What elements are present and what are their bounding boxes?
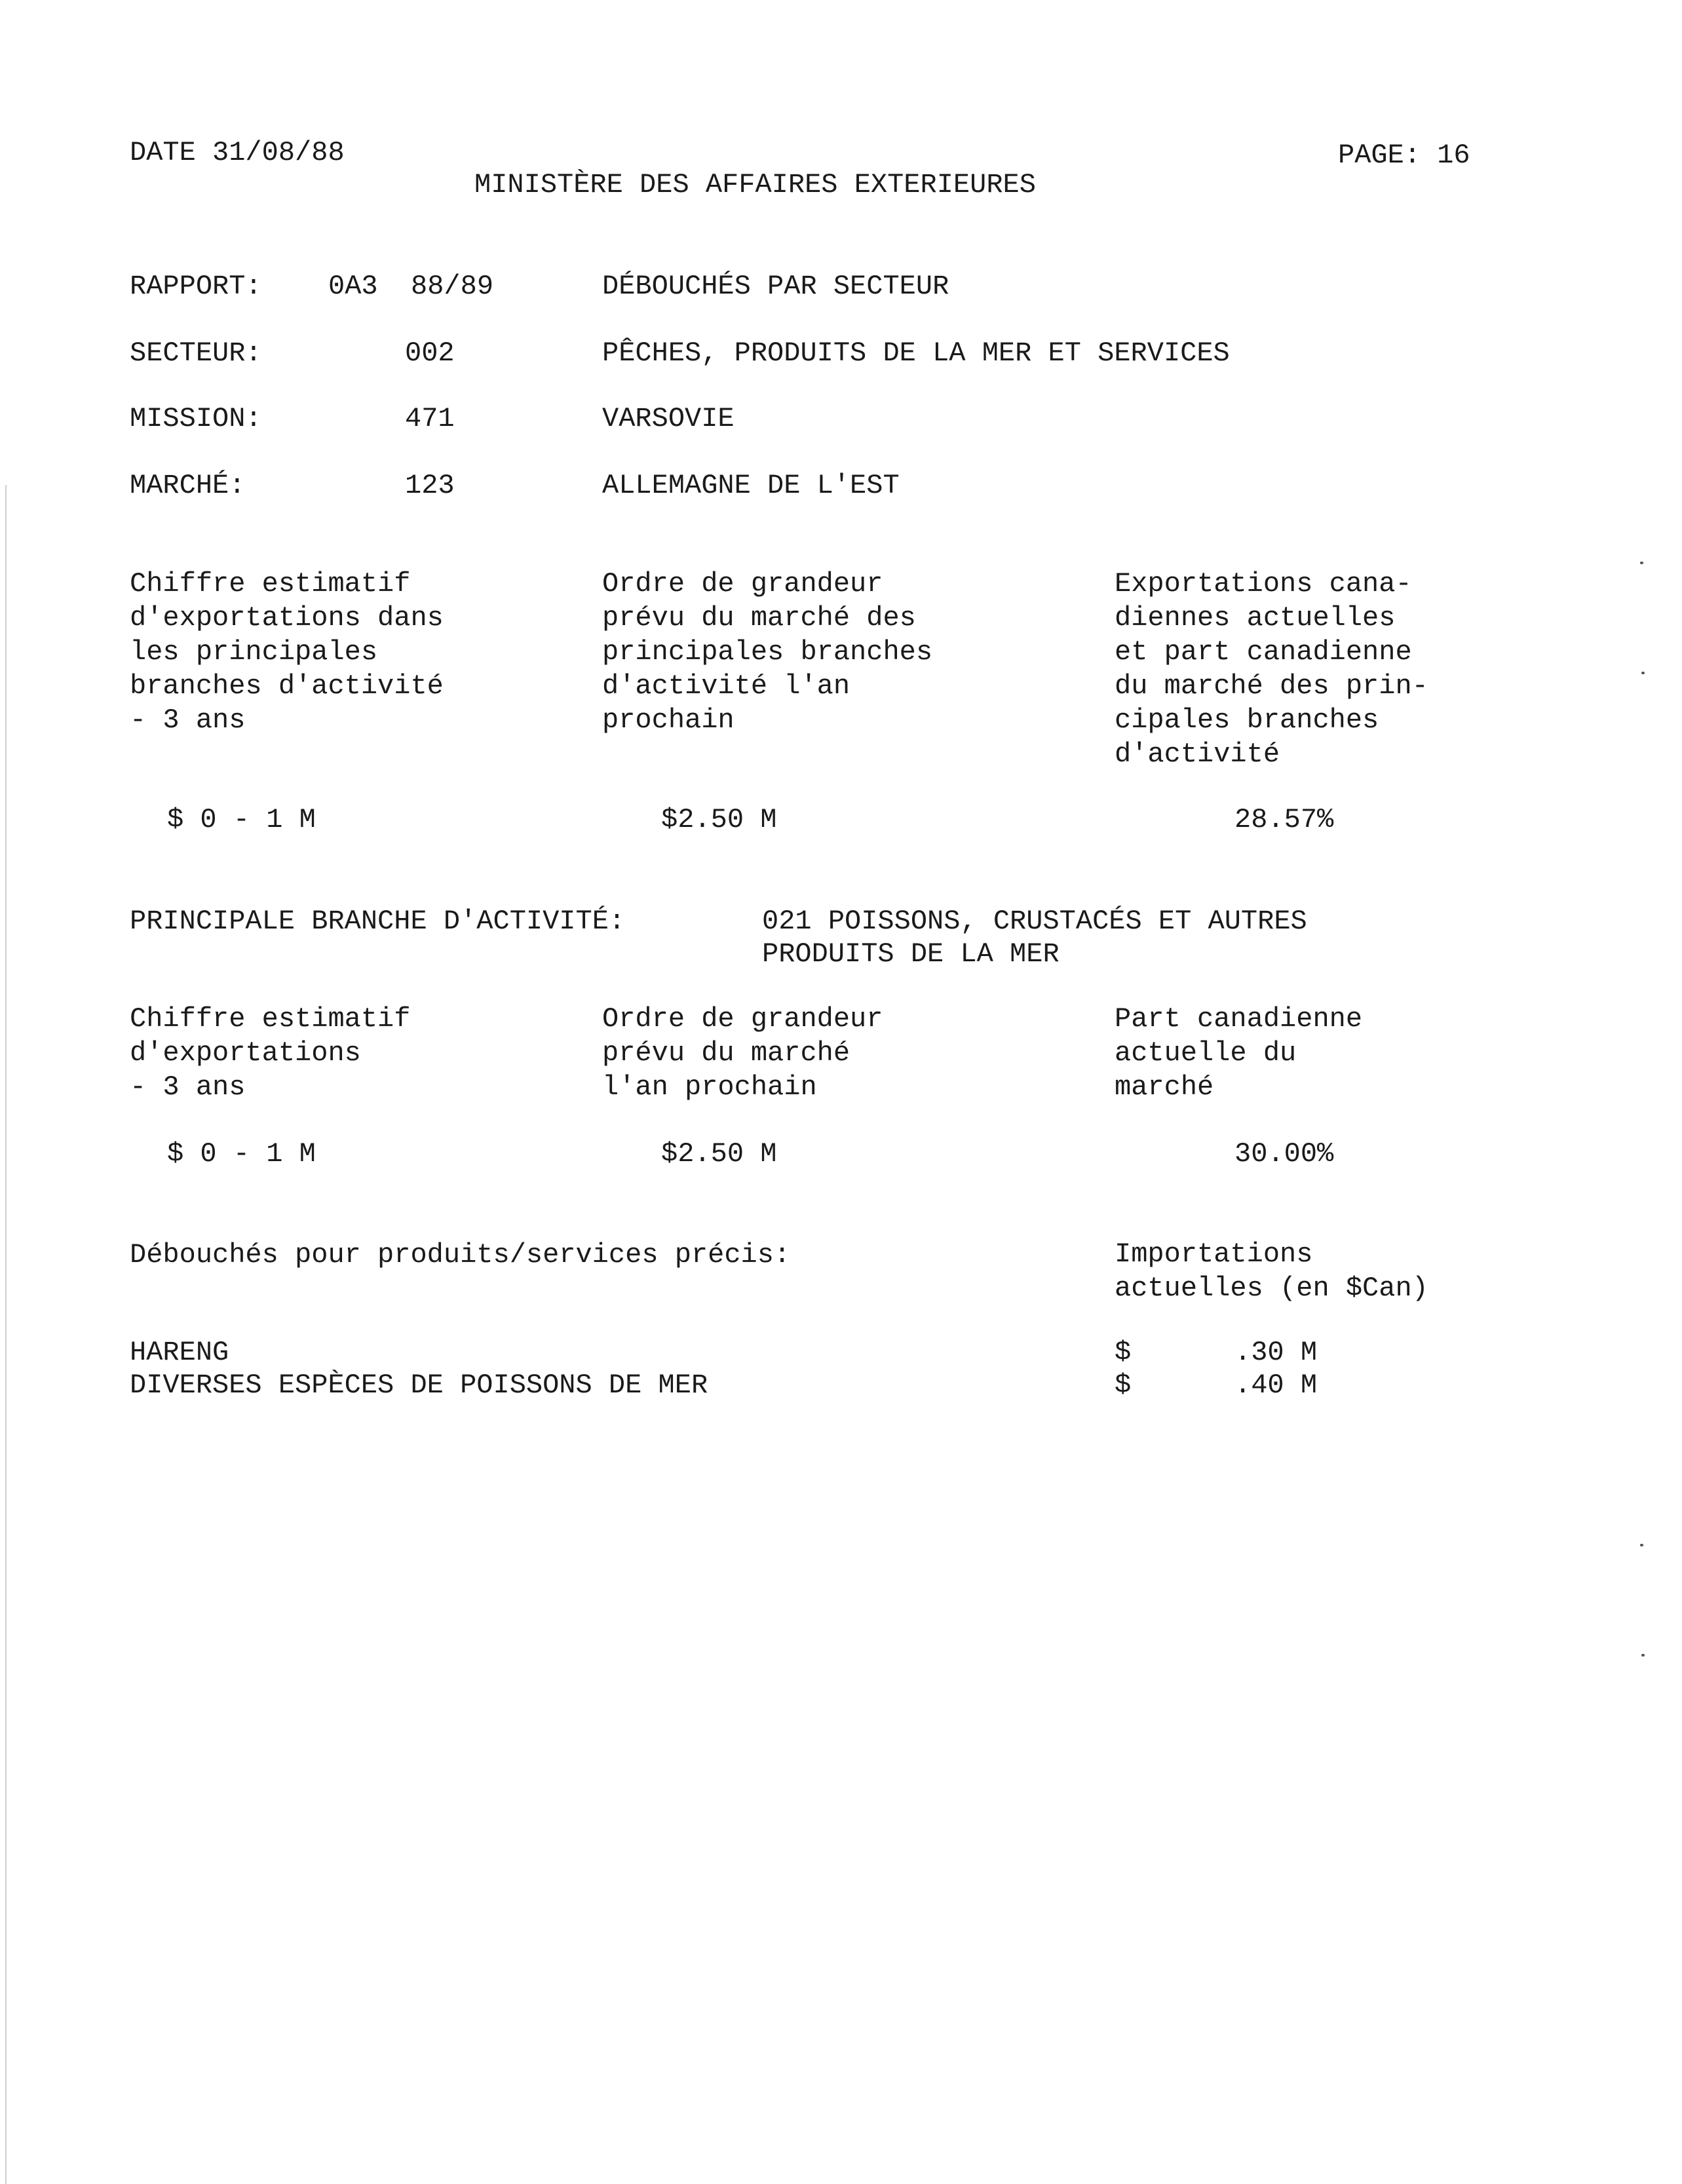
sector-value-market-size: $2.50 M — [661, 804, 777, 835]
header-line: du marché des prin- — [1115, 670, 1428, 702]
product-currency: $ — [1115, 1337, 1132, 1368]
branch-name-line2: PRODUITS DE LA MER — [762, 938, 1060, 970]
header-line: d'exportations dans — [130, 602, 444, 634]
page-number: PAGE: 16 — [1338, 140, 1470, 171]
header-line: Chiffre estimatif — [130, 568, 411, 600]
branch-value-export-estimate: $ 0 - 1 M — [167, 1138, 316, 1170]
header-line: actuelle du — [1115, 1037, 1297, 1069]
header-line: Part canadienne — [1115, 1003, 1363, 1035]
header-line: branches d'activité — [130, 670, 444, 702]
scan-speck — [1640, 1544, 1643, 1546]
header-line: prochain — [602, 704, 735, 736]
branch-header-canadian-share — [1115, 1002, 1362, 1104]
header-line: Ordre de grandeur — [602, 568, 883, 600]
products-heading: Débouchés pour produits/services précis: — [130, 1239, 791, 1271]
header-line: - 3 ans — [130, 1071, 246, 1103]
mission-description: VARSOVIE — [602, 403, 735, 434]
sector-header-canadian-exports — [1115, 567, 1428, 771]
header-line: principales branches — [602, 636, 933, 668]
branch-header-market-size — [602, 1002, 883, 1104]
rapport-code: 0A3 88/89 — [328, 271, 494, 302]
header-line: actuelles (en $Can) — [1115, 1273, 1428, 1304]
marche-label: MARCHÉ: — [130, 470, 246, 501]
report-date: DATE 31/08/88 — [130, 137, 345, 168]
scan-speck — [1641, 1654, 1645, 1657]
header-line: prévu du marché — [602, 1037, 851, 1069]
header-line: Ordre de grandeur — [602, 1003, 883, 1035]
marche-description: ALLEMAGNE DE L'EST — [602, 470, 900, 501]
branch-value-market-size: $2.50 M — [661, 1138, 777, 1170]
header-line: Importations — [1115, 1238, 1313, 1270]
product-amount: .40 M — [1234, 1370, 1318, 1401]
sector-value-export-estimate: $ 0 - 1 M — [167, 804, 316, 835]
header-line: d'activité — [1115, 738, 1280, 770]
header-line: marché — [1115, 1071, 1214, 1103]
product-currency: $ — [1115, 1370, 1132, 1401]
marche-code: 123 — [405, 470, 455, 501]
sector-header-export-estimate — [130, 567, 444, 737]
imports-heading — [1115, 1237, 1428, 1305]
header-line: - 3 ans — [130, 704, 246, 736]
header-line: prévu du marché des — [602, 602, 916, 634]
rapport-description: DÉBOUCHÉS PAR SECTEUR — [602, 271, 949, 302]
product-amount: .30 M — [1234, 1337, 1318, 1368]
secteur-code: 002 — [405, 337, 455, 369]
product-name: DIVERSES ESPÈCES DE POISSONS DE MER — [130, 1370, 708, 1401]
secteur-description: PÊCHES, PRODUITS DE LA MER ET SERVICES — [602, 337, 1230, 369]
branch-header-export-estimate — [130, 1002, 410, 1104]
sector-value-canadian-share: 28.57% — [1234, 804, 1334, 835]
header-line: d'exportations — [130, 1037, 361, 1069]
header-line: Chiffre estimatif — [130, 1003, 411, 1035]
scan-speck — [1641, 672, 1645, 674]
rapport-label: RAPPORT: — [130, 271, 262, 302]
branch-name-line1: 021 POISSONS, CRUSTACÉS ET AUTRES — [762, 906, 1307, 937]
scan-margin-line — [5, 485, 7, 2184]
scan-speck — [1640, 562, 1643, 564]
branch-label: PRINCIPALE BRANCHE D'ACTIVITÉ: — [130, 906, 626, 937]
secteur-label: SECTEUR: — [130, 337, 262, 369]
header-line: l'an prochain — [602, 1071, 817, 1103]
header-line: et part canadienne — [1115, 636, 1412, 668]
header-line: diennes actuelles — [1115, 602, 1396, 634]
mission-code: 471 — [405, 403, 455, 434]
branch-value-canadian-share: 30.00% — [1234, 1138, 1334, 1170]
product-name: HARENG — [130, 1337, 229, 1368]
mission-label: MISSION: — [130, 403, 262, 434]
header-line: les principales — [130, 636, 378, 668]
header-line: Exportations cana- — [1115, 568, 1412, 600]
header-line: cipales branches — [1115, 704, 1379, 736]
sector-header-market-size — [602, 567, 932, 737]
header-line: d'activité l'an — [602, 670, 851, 702]
ministry-title: MINISTÈRE DES AFFAIRES EXTERIEURES — [474, 169, 1036, 201]
